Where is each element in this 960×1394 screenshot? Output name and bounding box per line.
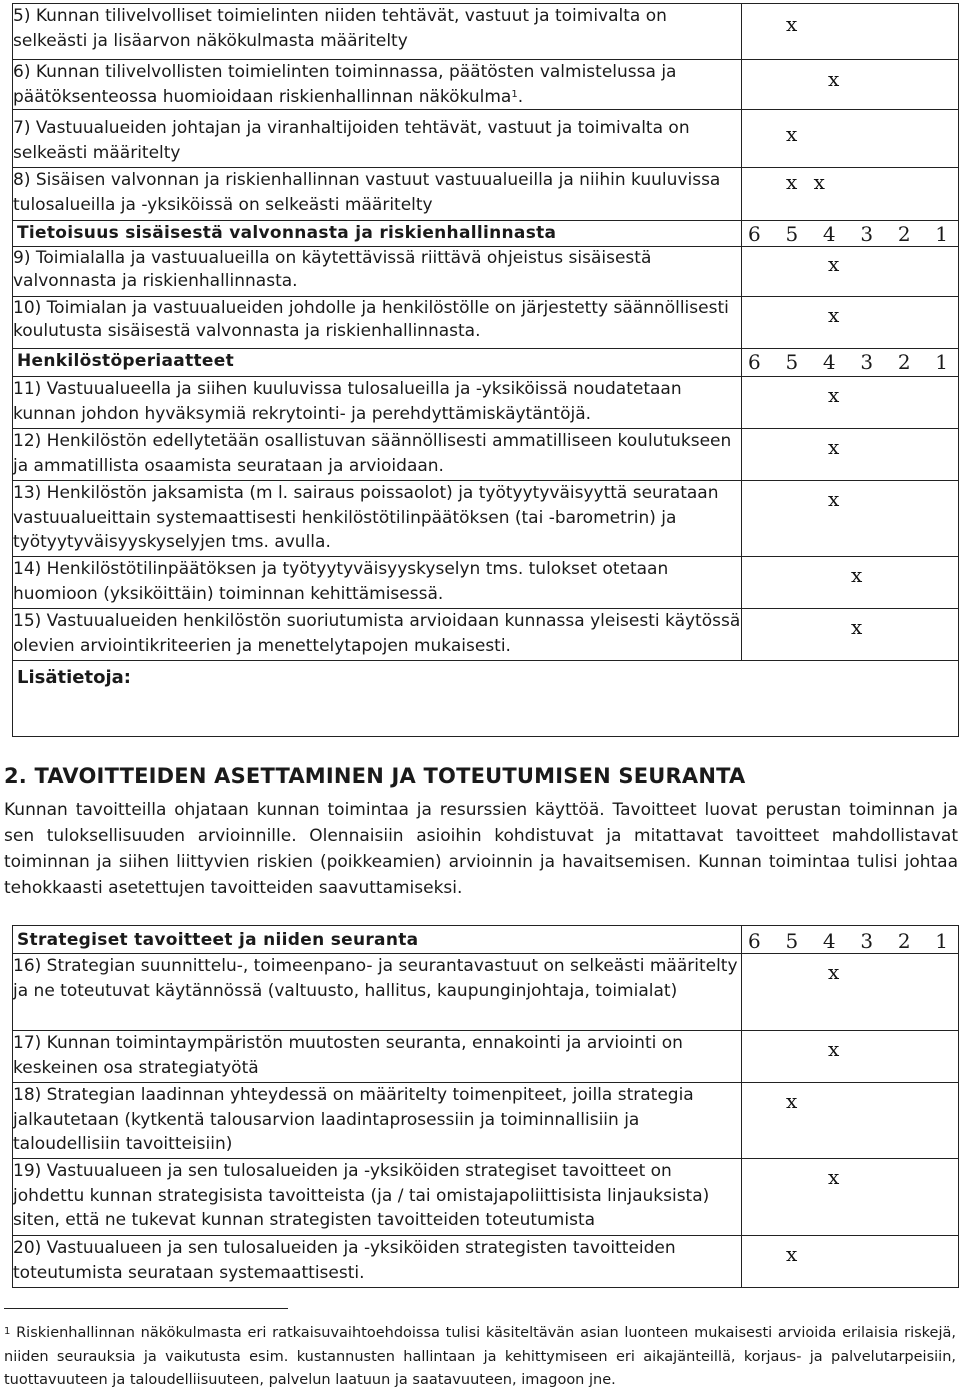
scale-4: 4 bbox=[822, 350, 836, 375]
rating-mark: x bbox=[828, 252, 840, 277]
criterion-text: 13) Henkilöstön jaksamista (m l. sairaus poissaolot) ja työtyytyväisyyttä seurataan vastuualueittain systemaattisesti henkilöstötilinpäätöksen (tai -barometrin) ja työtyytyväisyyskyselyjen tms. avulla. bbox=[13, 481, 742, 557]
table-row bbox=[13, 1236, 959, 1288]
criterion-text: 10) Toimialan ja vastuualueiden johdolle ja henkilöstölle on järjestetty säännöllisesti koulutusta sisäisestä valvonnasta ja riskienhallinnasta. bbox=[13, 297, 742, 349]
rating-mark: x bbox=[828, 383, 840, 408]
additional-info-cell bbox=[13, 661, 959, 737]
rating-cell bbox=[742, 1159, 959, 1236]
scale-1: 1 bbox=[935, 929, 948, 953]
rating-cell bbox=[742, 557, 959, 609]
table-row bbox=[13, 168, 959, 221]
rating-cell bbox=[742, 110, 959, 168]
rating-cell bbox=[742, 247, 959, 297]
scale-6: 6 bbox=[748, 222, 761, 247]
rating-cell bbox=[742, 609, 959, 661]
criterion-text: 6) Kunnan tilivelvollisten toimielinten toiminnassa, päätösten valmistelussa ja päätöksenteossa huomioidaan riskienhallinnan näkökulma$^1$. bbox=[13, 60, 742, 110]
criterion-text: 9) Toimialalla ja vastuualueilla on käytettävissä riittävä ohjeistus sisäisestä valvonnasta ja riskienhallinnasta. bbox=[13, 247, 742, 297]
section-header: Strategiset tavoitteet ja niiden seuranta bbox=[13, 926, 742, 954]
criterion-text: 11) Vastuualueella ja siihen kuuluvissa tulosalueilla ja -yksiköissä noudatetaan kunnan johdon hyväksymiä rekrytointi- ja perehdyttämiskäytäntöjä. bbox=[13, 377, 742, 429]
rating-cell bbox=[742, 4, 959, 60]
rating-mark: x bbox=[828, 487, 840, 512]
scale-3: 3 bbox=[860, 929, 874, 953]
assessment-table-control-environment bbox=[12, 3, 959, 737]
scale-4: 4 bbox=[822, 929, 836, 953]
section-header: Henkilöstöperiaatteet bbox=[13, 349, 742, 377]
rating-cell bbox=[742, 377, 959, 429]
rating-mark: x bbox=[828, 1165, 840, 1189]
footnote-marker: 1 bbox=[4, 1326, 11, 1337]
scale-5: 5 bbox=[785, 222, 799, 247]
rating-mark: x bbox=[828, 1037, 840, 1061]
scale-6: 6 bbox=[748, 350, 761, 375]
scale-5: 5 bbox=[785, 350, 799, 375]
scale-1: 1 bbox=[935, 350, 948, 375]
criterion-text: 16) Strategian suunnittelu-, toimeenpano- ja seurantavastuut on selkeästi määritelty ja ne toteutuvat käytännössä (valtuusto, hallitus, kaupunginjohtaja, toimialat) bbox=[13, 954, 742, 1031]
section-header: Tietoisuus sisäisestä valvonnasta ja riskienhallinnasta bbox=[13, 221, 742, 247]
table-row bbox=[13, 1031, 959, 1083]
footnote-text: Riskienhallinnan näkökulmasta eri ratkaisuvaihtoehdoissa tulisi käsiteltävän asian luonteen mukaisesti arvioida erilaisia riskejä, niiden seurauksia ja vaikutusta esim. kustannusten hallintaan ja kehittymiseen eri aikajänteillä, korjaus- ja palvelutarpeisiin, tuottavuuteen ja taloudelliisuuteen, palvelun laatuun ja saatavuuteen, imagoon jne. bbox=[4, 1325, 957, 1388]
criterion-text: 15) Vastuualueiden henkilöstön suoriutumista arvioidaan kunnassa yleisesti käytössä olevien arviointikriteerien ja menettelytapojen mukaisesti. bbox=[13, 609, 742, 661]
table-row bbox=[13, 110, 959, 168]
criterion-text: 17) Kunnan toimintaympäristön muutosten seuranta, ennakointi ja arviointi on keskeinen osa strategiatyötä bbox=[13, 1031, 742, 1083]
table-row bbox=[13, 954, 959, 1031]
rating-mark: x x bbox=[786, 170, 825, 195]
rating-cell bbox=[742, 1031, 959, 1083]
table-row bbox=[13, 1159, 959, 1236]
criterion-text: 7) Vastuualueiden johtajan ja viranhaltijoiden tehtävät, vastuut ja toimivalta on selkeästi määritelty bbox=[13, 110, 742, 168]
rating-mark: x bbox=[786, 1089, 798, 1113]
section-header-row bbox=[13, 221, 959, 247]
table-row bbox=[13, 481, 959, 557]
criterion-text: 20) Vastuualueen ja sen tulosalueiden ja -yksiköiden strategisten tavoitteiden toteutumista seurataan systemaattisesti. bbox=[13, 1236, 742, 1288]
criterion-text: 14) Henkilöstötilinpäätöksen ja työtyytyväisyyskyselyn tms. tulokset otetaan huomioon (yksiköittäin) toiminnan kehittämisessä. bbox=[13, 557, 742, 609]
rating-cell bbox=[742, 168, 959, 221]
scale-6: 6 bbox=[748, 929, 761, 953]
rating-mark: x bbox=[851, 563, 863, 588]
footnote-separator bbox=[4, 1308, 288, 1309]
rating-mark: x bbox=[786, 122, 798, 147]
criterion-text: 19) Vastuualueen ja sen tulosalueiden ja -yksiköiden strategiset tavoitteet on johdettu kunnan strategisista tavoitteista (ja / tai omistajapoliittisista linjauksista) siten, että ne tukevat kunnan strategisten tavoitteiden toteutumista bbox=[13, 1159, 742, 1236]
section-header-row bbox=[13, 926, 959, 954]
rating-scale bbox=[742, 926, 959, 954]
rating-mark: x bbox=[828, 960, 840, 984]
criterion-text: 12) Henkilöstön edellytetään osallistuvan säännöllisesti ammatilliseen koulutukseen ja ammatillista osaamista seurataan ja arvioidaan. bbox=[13, 429, 742, 481]
scale-3: 3 bbox=[860, 350, 874, 375]
criterion-text: 18) Strategian laadinnan yhteydessä on määritelty toimenpiteet, joilla strategia jalkautetaan (kytkentä talousarvion laadintaprosessiin ja toiminnallisiin ja taloudellisiin tavoitteisiin) bbox=[13, 1083, 742, 1159]
rating-mark: x bbox=[828, 67, 840, 91]
scale-5: 5 bbox=[785, 929, 799, 953]
rating-scale bbox=[742, 221, 959, 247]
rating-cell bbox=[742, 297, 959, 349]
rating-mark: x bbox=[786, 1242, 798, 1266]
rating-cell bbox=[742, 1083, 959, 1159]
table-row bbox=[13, 557, 959, 609]
rating-cell bbox=[742, 1236, 959, 1288]
scale-2: 2 bbox=[897, 222, 911, 247]
rating-cell bbox=[742, 481, 959, 557]
rating-mark: x bbox=[851, 615, 863, 640]
table-row bbox=[13, 4, 959, 60]
table-row bbox=[13, 297, 959, 349]
rating-cell bbox=[742, 429, 959, 481]
scale-1: 1 bbox=[935, 222, 948, 247]
table-row bbox=[13, 60, 959, 110]
table-row bbox=[13, 247, 959, 297]
rating-mark: x bbox=[786, 12, 798, 36]
additional-info-row bbox=[13, 661, 959, 737]
table-row bbox=[13, 1083, 959, 1159]
footnote-ref: 1 bbox=[511, 88, 518, 100]
rating-cell bbox=[742, 60, 959, 110]
table-row bbox=[13, 609, 959, 661]
section-header-row bbox=[13, 349, 959, 377]
scale-3: 3 bbox=[860, 222, 874, 247]
section-paragraph: Kunnan tavoitteilla ohjataan kunnan toimintaa ja resurssien käyttöä. Tavoitteet luovat perustan toiminnan ja sen tuloksellisuuden arvioinnille. Olennaisiin asioihin kohdistuvat ja mitattavat tavoitteet mahdollistavat toiminnan ja siihen liittyvien riskien (poikkeamien) arvioinnin ja havaitsemisen. Kunnan toimintaa tulisi johtaa tehokkaasti asetettujen tavoitteiden saavuttamiseksi. bbox=[4, 800, 958, 898]
rating-mark: x bbox=[828, 435, 840, 460]
scale-2: 2 bbox=[897, 350, 911, 375]
additional-info-label: Lisätietoja: bbox=[17, 667, 131, 689]
criterion-text: 5) Kunnan tilivelvolliset toimielinten niiden tehtävät, vastuut ja toimivalta on selkeästi ja lisäarvon näkökulmasta määritelty bbox=[13, 4, 742, 60]
table-row bbox=[13, 429, 959, 481]
criterion-text: 8) Sisäisen valvonnan ja riskienhallinnan vastuut vastuualueilla ja niihin kuuluvissa tulosalueilla ja -yksiköissä on selkeästi määritelty bbox=[13, 168, 742, 221]
rating-scale bbox=[742, 349, 959, 377]
table-row bbox=[13, 377, 959, 429]
rating-cell bbox=[742, 954, 959, 1031]
footnote bbox=[4, 1322, 956, 1393]
rating-mark: x bbox=[828, 303, 840, 328]
assessment-table-strategic-goals bbox=[12, 925, 959, 1288]
section-heading: 2. TAVOITTEIDEN ASETTAMINEN JA TOTEUTUMISEN SEURANTA bbox=[4, 764, 746, 788]
scale-2: 2 bbox=[897, 929, 911, 953]
scale-4: 4 bbox=[822, 222, 836, 247]
